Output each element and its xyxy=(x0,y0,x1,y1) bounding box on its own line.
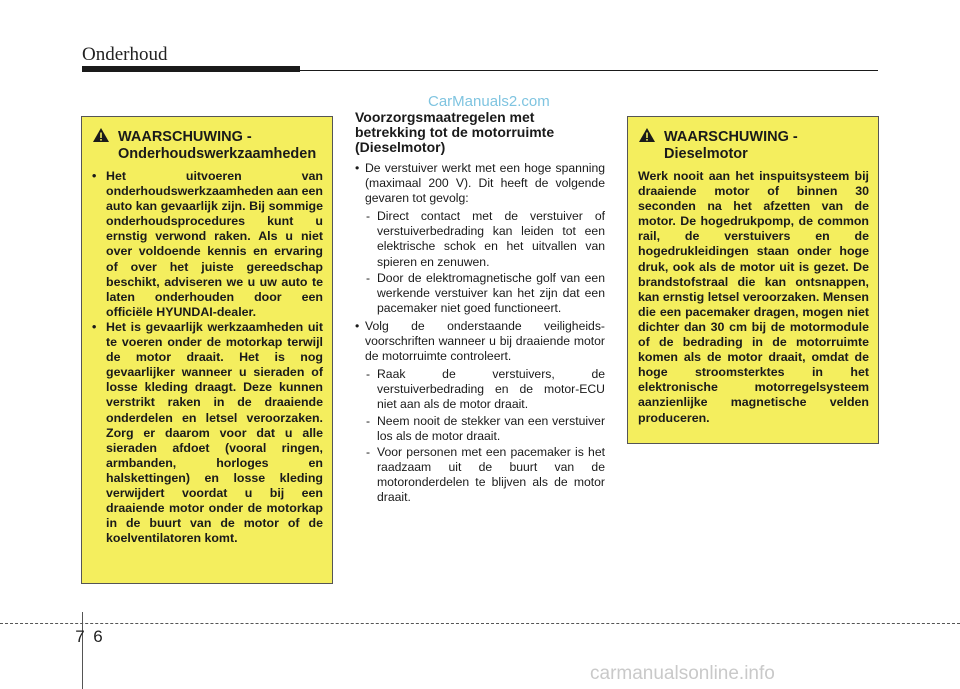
warning-triangle-icon xyxy=(638,127,656,143)
list-item-text: De verstuiver werkt met een hoge spanning (maximaal 200 V). Dit heeft de volgende gevaren tot gevolg: xyxy=(365,161,605,206)
page-number-digit: 6 xyxy=(93,627,103,646)
warning-body: Werk nooit aan het inspuitsysteem bij draaiende motor of binnen 30 seconden na het afzetten van de motor. De hogedrukpomp, de common rail, de verstuivers en de hogedrukleidingen staan onder hoge druk, ook als de motor uit is gezet. De brandstofstraal die kan ontsnappen, kan ernstig letsel veroorzaken. Mensen die een pacemaker dragen, mogen niet dichter dan 30 cm bij de motormodule of de bedrading in de motorruimte komen als de motor draait, omdat de hoge stroomsterktes in het elektronische motorregelsysteem aanzienlijke magnetische velden produceren. xyxy=(638,169,869,425)
warning-heading xyxy=(638,127,869,163)
warning-heading xyxy=(92,127,323,163)
warning-subtitle: Dieselmotor xyxy=(664,146,748,162)
list-item-text: Volg de onderstaande veiligheids-voorschriften wanneer u bij draaiende motor de motorruimte controleert. xyxy=(365,318,605,364)
sub-list-item: - Voor personen met een pacemaker is het raadzaam uit de buurt van de motoronderdelen te blijven als de motor draait. xyxy=(365,445,605,505)
sub-list-item: - Raak de verstuivers, de verstuiverbedrading en de motor-ECU niet aan als de motor draait. xyxy=(365,367,605,412)
sub-list xyxy=(365,367,605,505)
warning-item: • Het is gevaarlijk werkzaamheden uit te voeren onder de motorkap terwijl de motor draait. Het is nog gevaarlijker wanneer u sieraden of losse kleding draagt. Deze kunnen verstrikt raken in de draaiende onderdelen en letsel veroorzaken. Zorg er daarom voor dat u alle sieraden afdoet (vooral ringen, armbanden, horloges en halskettingen) en losse kleding verwijdert voordat u bij een draaiende motor onder de motorkap in de buurt van de motor of de koelventilatoren komt. xyxy=(92,320,323,546)
sub-list-item: - Door de elektromagnetische golf van een werkende verstuiver kan het zijn dat een pacemaker niet goed functioneert. xyxy=(365,271,605,316)
warning-subtitle: Onderhoudswerkzaamheden xyxy=(118,146,317,162)
precautions-list xyxy=(355,161,605,505)
header-rule-thin xyxy=(300,70,878,71)
warning-title: WAARSCHUWING - xyxy=(664,129,798,145)
list-item xyxy=(355,319,605,505)
warning-title: WAARSCHUWING - xyxy=(118,129,252,145)
warning-box-diesel xyxy=(627,116,879,444)
sub-list xyxy=(365,209,605,316)
header-rule-thick xyxy=(82,66,300,72)
page-header-title: Onderhoud xyxy=(82,44,168,65)
warning-triangle-icon xyxy=(92,127,110,143)
warning-box-maintenance xyxy=(81,116,333,584)
sub-list-item: - Neem nooit de stekker van een verstuiver los als de motor draait. xyxy=(365,414,605,444)
watermark-top: CarManuals2.com xyxy=(428,93,550,110)
sub-list-item: - Direct contact met de verstuiver of verstuiverbedrading kan leiden tot een elektrische schok en het uitvallen van spieren en zenuwen. xyxy=(365,209,605,269)
engine-bay-precautions xyxy=(355,110,605,508)
watermark-bottom: carmanualsonline.info xyxy=(590,663,775,684)
page-number-digit: 7 xyxy=(75,627,85,646)
list-item xyxy=(355,161,605,316)
section-title: Voorzorgsmaatregelen met betrekking tot de motorruimte (Dieselmotor) xyxy=(355,109,555,155)
warning-list xyxy=(92,169,323,546)
warning-item: • Het uitvoeren van onderhoudswerkzaamheden aan een auto kan gevaarlijk zijn. Bij sommige onderhoudsprocedures kunt u ernstig verwond raken. Als u niet over voldoende kennis en ervaring of over het juiste gereedschap beschikt, adviseren we u uw auto te laten onderhouden door een officiële HYUNDAI-dealer. xyxy=(92,169,323,320)
page-number xyxy=(72,627,106,647)
footer-vertical-rule xyxy=(82,612,83,689)
footer-dashed-rule xyxy=(0,623,960,624)
